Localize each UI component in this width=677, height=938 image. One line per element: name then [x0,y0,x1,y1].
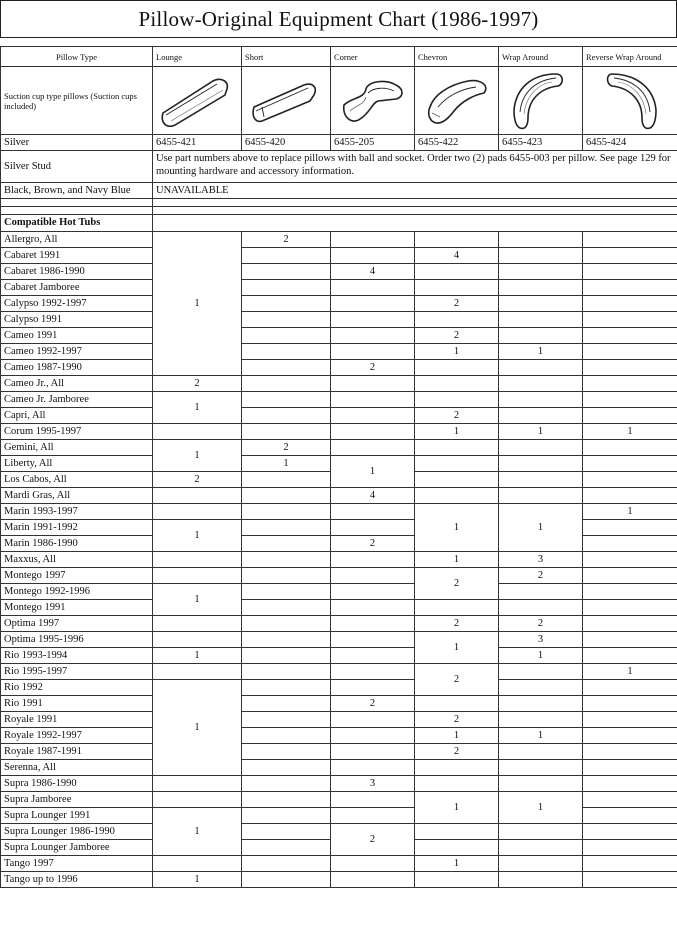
qty-cell: 1 [153,232,242,376]
qty-cell: 2 [415,664,499,696]
qty-cell: 3 [499,552,583,568]
silver-label: Silver [1,135,153,151]
tub-name: Cabaret 1991 [1,248,153,264]
tub-name: Cameo 1992-1997 [1,344,153,360]
tub-name: Supra Jamboree [1,792,153,808]
silver-stud-label: Silver Stud [1,151,153,183]
table-row [1,728,677,744]
qty-cell: 1 [153,648,242,664]
header-row [1,47,677,67]
qty-cell: 1 [583,664,677,680]
qty-cell: 1 [499,792,583,824]
table-row [1,248,677,264]
qty-cell: 1 [415,856,499,872]
tub-name: Montego 1997 [1,568,153,584]
corner-pillow-cell [331,67,415,135]
table-row [1,792,677,808]
table-row [1,408,677,424]
part-number-short: 6455-420 [242,135,331,151]
table-row [1,696,677,712]
header-chevron: Chevron [415,47,499,67]
table-row [1,424,677,440]
compatible-hot-tubs-heading-row [1,215,677,232]
qty-cell: 2 [242,440,331,456]
compatible-hot-tubs-heading: Compatible Hot Tubs [1,215,153,232]
tub-name: Cabaret Jamboree [1,280,153,296]
qty-cell: 1 [153,680,242,776]
lounge-pillow-cell [153,67,242,135]
qty-cell: 2 [415,568,499,600]
header-reverse-wrap-around: Reverse Wrap Around [583,47,677,67]
qty-cell: 2 [153,376,242,392]
table-row [1,600,677,616]
qty-cell: 1 [499,424,583,440]
tub-name: Optima 1997 [1,616,153,632]
tub-name: Royale 1992-1997 [1,728,153,744]
table-row [1,872,677,888]
header-short: Short [242,47,331,67]
tub-name: Calypso 1991 [1,312,153,328]
tub-name: Capri, All [1,408,153,424]
tub-name: Supra Lounger 1986-1990 [1,824,153,840]
table-row [1,776,677,792]
table-row [1,760,677,776]
reverse-wrap-around-pillow-cell [583,67,677,135]
tub-name: Rio 1995-1997 [1,664,153,680]
qty-cell: 2 [331,360,415,376]
header-pillow-type: Pillow Type [1,47,153,67]
tub-name: Calypso 1992-1997 [1,296,153,312]
qty-cell: 2 [415,328,499,344]
tub-name: Serenna, All [1,760,153,776]
qty-cell: 4 [331,488,415,504]
qty-cell: 2 [331,696,415,712]
black-label: Black, Brown, and Navy Blue [1,183,153,199]
table-row [1,680,677,696]
silver-stud-note: Use part numbers above to replace pillows with ball and socket. Order two (2) pads 6455-003 per pillow. See page 129 for mounting hardware and accessory information. [153,151,677,183]
short-pillow-image [246,71,326,131]
table-row [1,440,677,456]
qty-cell: 1 [153,440,242,472]
tub-name: Supra Lounger Jamboree [1,840,153,856]
wrap-around-pillow-image [502,70,582,132]
tub-name: Rio 1993-1994 [1,648,153,664]
tub-name: Los Cabos, All [1,472,153,488]
qty-cell: 1 [583,424,677,440]
table-row [1,648,677,664]
qty-cell: 1 [499,728,583,744]
tub-name: Royale 1987-1991 [1,744,153,760]
table-row [1,456,677,472]
chevron-pillow-cell [415,67,499,135]
table-row [1,296,677,312]
qty-cell: 2 [499,568,583,584]
tub-name: Royale 1991 [1,712,153,728]
tub-name: Supra Lounger 1991 [1,808,153,824]
tub-name: Cabaret 1986-1990 [1,264,153,280]
part-number-chevron: 6455-422 [415,135,499,151]
table-row [1,632,677,648]
qty-cell: 1 [499,344,583,360]
table-row [1,616,677,632]
tub-name: Marin 1986-1990 [1,536,153,552]
table-row [1,744,677,760]
tub-name: Cameo Jr., All [1,376,153,392]
part-number-corner: 6455-205 [331,135,415,151]
table-row [1,552,677,568]
qty-cell: 1 [499,504,583,552]
reverse-wrap-around-pillow-image [590,70,670,132]
table-row [1,712,677,728]
tub-name: Montego 1992-1996 [1,584,153,600]
qty-cell: 2 [415,616,499,632]
qty-cell: 4 [415,248,499,264]
qty-cell: 2 [415,296,499,312]
tub-name: Cameo 1987-1990 [1,360,153,376]
table-row [1,232,677,248]
tub-name: Marin 1991-1992 [1,520,153,536]
chart-title: Pillow-Original Equipment Chart (1986-1997) [0,0,677,38]
tub-name: Cameo Jr. Jamboree [1,392,153,408]
qty-cell: 2 [153,472,242,488]
pillow-image-row [1,67,677,135]
qty-cell: 1 [415,792,499,824]
table-row [1,264,677,280]
tub-name: Supra 1986-1990 [1,776,153,792]
qty-cell: 2 [415,408,499,424]
qty-cell: 2 [242,232,331,248]
table-row [1,360,677,376]
table-row [1,328,677,344]
tub-name: Rio 1991 [1,696,153,712]
corner-pillow-image [334,71,414,131]
part-number-wrap-around: 6455-423 [499,135,583,151]
table-row [1,856,677,872]
qty-cell: 1 [415,504,499,552]
tub-name: Marin 1993-1997 [1,504,153,520]
tub-name: Liberty, All [1,456,153,472]
unavailable-note: UNAVAILABLE [153,183,677,199]
tub-name: Tango up to 1996 [1,872,153,888]
qty-cell: 1 [415,728,499,744]
qty-cell: 2 [415,744,499,760]
tub-name: Rio 1992 [1,680,153,696]
table-row [1,584,677,600]
table-row [1,312,677,328]
qty-cell: 1 [415,552,499,568]
qty-cell: 2 [331,824,415,856]
qty-cell: 1 [242,456,331,472]
table-row [1,392,677,408]
qty-cell: 1 [415,344,499,360]
table-row [1,488,677,504]
qty-cell: 2 [331,536,415,552]
table-row [1,568,677,584]
header-corner: Corner [331,47,415,67]
qty-cell: 1 [415,632,499,664]
qty-cell: 1 [499,648,583,664]
qty-cell: 3 [499,632,583,648]
qty-cell: 2 [499,616,583,632]
tub-name: Tango 1997 [1,856,153,872]
table-row [1,504,677,520]
part-number-lounge: 6455-421 [153,135,242,151]
header-wrap-around: Wrap Around [499,47,583,67]
qty-cell: 2 [415,712,499,728]
tub-name: Allergro, All [1,232,153,248]
tub-name: Gemini, All [1,440,153,456]
tub-name: Optima 1995-1996 [1,632,153,648]
table-row [1,664,677,680]
qty-cell: 1 [415,424,499,440]
pillow-equipment-table [0,46,677,888]
wrap-around-pillow-cell [499,67,583,135]
table-row [1,344,677,360]
qty-cell: 1 [153,872,242,888]
table-row [1,824,677,840]
tub-name: Maxxus, All [1,552,153,568]
qty-cell: 3 [331,776,415,792]
chevron-pillow-image [418,71,498,131]
part-number-reverse-wrap-around: 6455-424 [583,135,677,151]
short-pillow-cell [242,67,331,135]
qty-cell: 4 [331,264,415,280]
table-row [1,280,677,296]
qty-cell: 1 [583,504,677,520]
qty-cell: 1 [153,520,242,552]
qty-cell: 1 [153,392,242,424]
blank-row [1,207,677,215]
blank-row [1,199,677,207]
tub-name: Montego 1991 [1,600,153,616]
tub-name: Corum 1995-1997 [1,424,153,440]
silver-row [1,135,677,151]
tub-name: Mardi Gras, All [1,488,153,504]
suction-cup-label: Suction cup type pillows (Suction cups included) [1,67,153,135]
silver-stud-row [1,151,677,183]
black-row [1,183,677,199]
qty-cell: 1 [331,456,415,488]
header-lounge: Lounge [153,47,242,67]
tub-name: Cameo 1991 [1,328,153,344]
qty-cell: 1 [153,584,242,616]
table-row [1,376,677,392]
lounge-pillow-image [157,71,237,131]
qty-cell: 1 [153,808,242,856]
